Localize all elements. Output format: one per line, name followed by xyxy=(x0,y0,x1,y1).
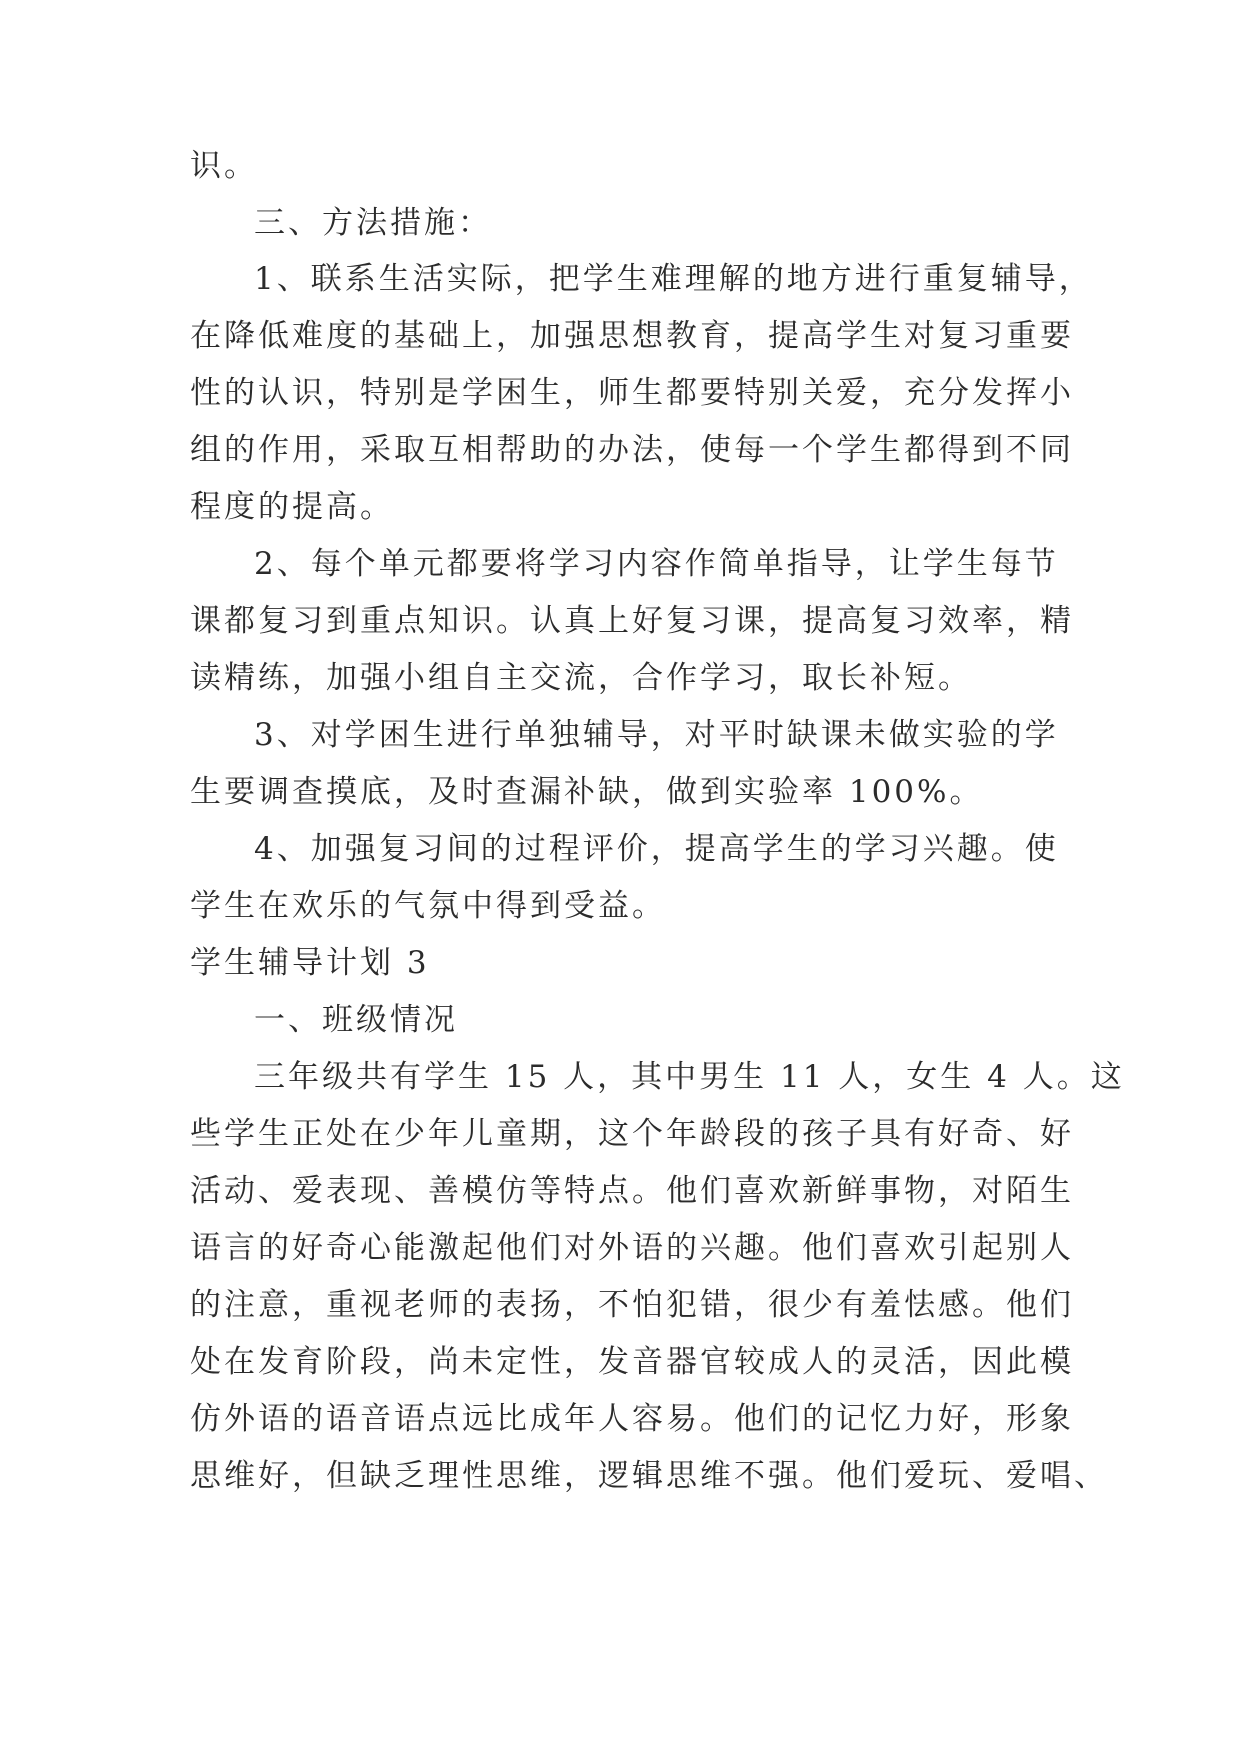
text-line: 识。 xyxy=(190,148,258,184)
text-line: 思维好，但缺乏理性思维，逻辑思维不强。他们爱玩、爱唱、 xyxy=(190,1458,1108,1494)
text-line: 的注意，重视老师的表扬，不怕犯错，很少有羞怯感。他们 xyxy=(190,1287,1074,1323)
text-line: 读精练，加强小组自主交流，合作学习，取长补短。 xyxy=(190,660,972,696)
text-line: 语言的好奇心能激起他们对外语的兴趣。他们喜欢引起别人 xyxy=(190,1230,1074,1266)
text-line: 4、加强复习间的过程评价，提高学生的学习兴趣。使 xyxy=(254,831,1059,867)
text-line: 2、每个单元都要将学习内容作简单指导，让学生每节 xyxy=(254,546,1059,582)
text-line: 1、联系生活实际，把学生难理解的地方进行重复辅导， xyxy=(254,261,1093,297)
text-line: 组的作用，采取互相帮助的办法，使每一个学生都得到不同 xyxy=(190,432,1074,468)
text-line: 三年级共有学生 15 人，其中男生 11 人，女生 4 人。这 xyxy=(254,1059,1125,1095)
text-line: 生要调查摸底，及时查漏补缺，做到实验率 100%。 xyxy=(190,774,984,810)
text-line: 处在发育阶段，尚未定性，发音器官较成人的灵活，因此模 xyxy=(190,1344,1074,1380)
text-line: 课都复习到重点知识。认真上好复习课，提高复习效率，精 xyxy=(190,603,1074,639)
text-line: 仿外语的语音语点远比成年人容易。他们的记忆力好，形象 xyxy=(190,1401,1074,1437)
text-line: 在降低难度的基础上，加强思想教育，提高学生对复习重要 xyxy=(190,318,1074,354)
section-heading: 三、方法措施： xyxy=(254,205,492,241)
text-line: 学生在欢乐的气氛中得到受益。 xyxy=(190,888,666,924)
text-line: 3、对学困生进行单独辅导，对平时缺课未做实验的学 xyxy=(254,717,1059,753)
text-line: 些学生正处在少年儿童期，这个年龄段的孩子具有好奇、好 xyxy=(190,1116,1074,1152)
text-line: 活动、爱表现、善模仿等特点。他们喜欢新鲜事物，对陌生 xyxy=(190,1173,1074,1209)
document-title: 学生辅导计划 3 xyxy=(190,945,430,981)
section-heading: 一、班级情况 xyxy=(254,1002,458,1038)
text-line: 程度的提高。 xyxy=(190,489,394,525)
text-line: 性的认识，特别是学困生，师生都要特别关爱，充分发挥小 xyxy=(190,375,1074,411)
